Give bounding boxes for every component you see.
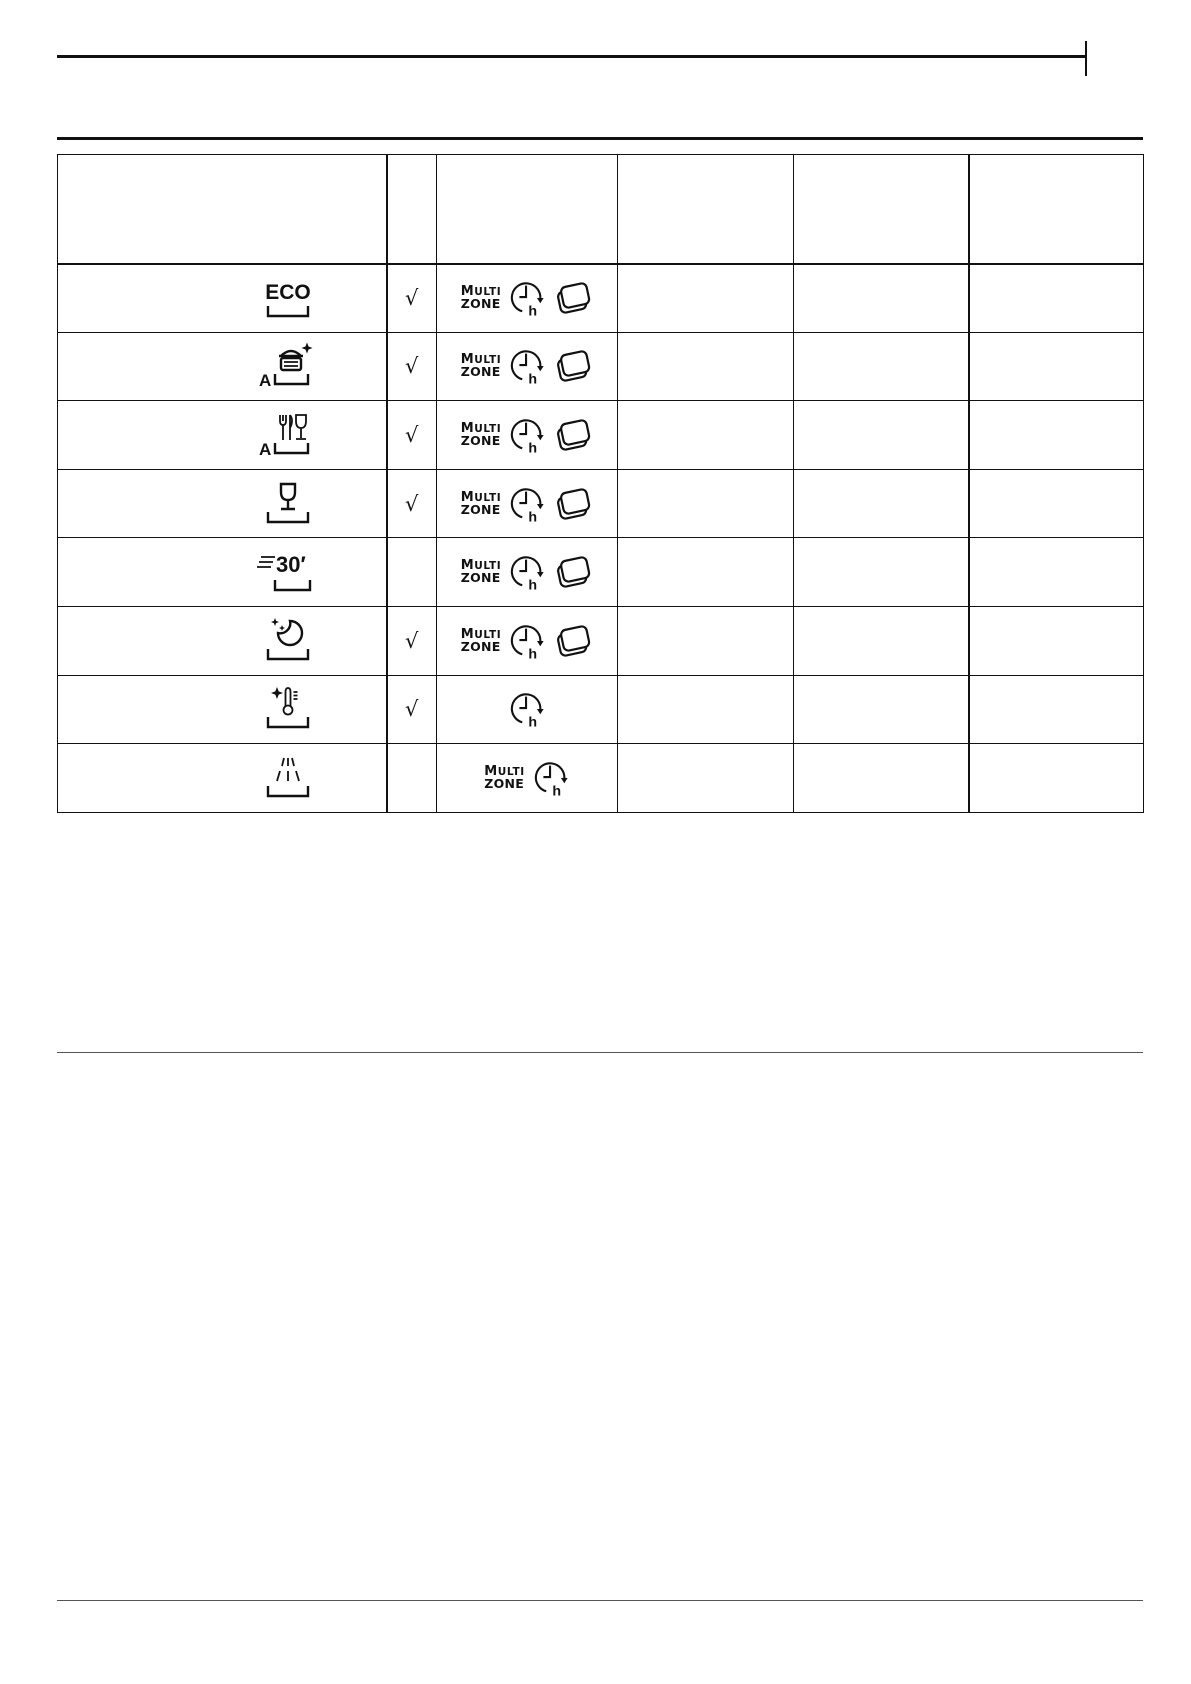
multizone-label [460, 420, 502, 448]
check-cell [387, 606, 437, 675]
options-group [437, 485, 617, 523]
multizone-line-2: ZONE [460, 364, 501, 380]
night-program-icon [256, 617, 316, 665]
hour-label: h [528, 371, 538, 386]
multizone-line-1: MULTI [460, 352, 502, 368]
header-rule-tick [1085, 41, 1087, 76]
multizone-label [460, 626, 502, 654]
empty-cell [794, 264, 969, 333]
options-group [437, 690, 617, 728]
options-cell [437, 606, 618, 675]
header-cell-check [387, 155, 437, 264]
hour-label: h [528, 509, 538, 523]
empty-cell [969, 264, 1144, 333]
program-cell [58, 332, 387, 401]
eco-program-icon [256, 274, 316, 322]
table-row [58, 538, 1144, 607]
header-cell-program [58, 155, 387, 264]
options-cell [437, 744, 618, 813]
glass-program-icon [256, 480, 316, 528]
options-cell [437, 675, 618, 744]
prewash-program-icon [256, 754, 316, 802]
check-cell [387, 264, 437, 333]
tablet-icon [553, 554, 593, 590]
rapid-30-program-icon [256, 548, 316, 596]
program-cell [58, 606, 387, 675]
multizone-line-1: MULTI [460, 558, 502, 574]
delay-start-clock-icon [508, 347, 546, 385]
options-group [437, 622, 617, 660]
multizone-line-2: ZONE [460, 638, 501, 654]
table-head [58, 155, 1144, 264]
options-group [437, 553, 617, 591]
multizone-line-2: ZONE [460, 296, 501, 312]
tablet-icon [553, 348, 593, 384]
table-row [58, 264, 1144, 333]
multizone-label [461, 286, 502, 310]
empty-cell [618, 332, 794, 401]
check-cell [387, 401, 437, 470]
multizone-line-2: ZONE [460, 570, 501, 586]
program-icon-wrap [58, 685, 386, 733]
options-group [437, 416, 617, 454]
delay-start-clock-icon [508, 279, 546, 317]
empty-cell [618, 744, 794, 813]
program-icon-wrap [58, 480, 386, 528]
delay-start-clock-icon [532, 759, 570, 797]
empty-cell [794, 606, 969, 675]
empty-cell [794, 538, 969, 607]
multizone-line-2: ZONE [460, 501, 501, 517]
hour-label: h [528, 646, 538, 660]
multizone-line-1: MULTI [460, 626, 502, 642]
options-group [437, 279, 617, 317]
options-cell [437, 401, 618, 470]
delay-start-clock-icon [508, 553, 546, 591]
program-icon-wrap [58, 617, 386, 665]
check-mark: √ [405, 354, 419, 379]
empty-cell [794, 744, 969, 813]
table-row [58, 744, 1144, 813]
empty-cell [794, 469, 969, 538]
check-mark: √ [405, 422, 419, 447]
table-body [58, 264, 1144, 813]
table-row [58, 332, 1144, 401]
divider-rule [57, 1052, 1143, 1053]
header-cell [969, 155, 1144, 264]
check-mark: √ [405, 628, 419, 653]
multizone-label [484, 763, 525, 791]
delay-start-clock-icon [508, 416, 546, 454]
auto-letter: A [258, 439, 271, 459]
header-rule [57, 55, 1087, 58]
empty-cell [618, 264, 794, 333]
multizone-line-2: ZONE [460, 432, 501, 448]
tablet-icon [553, 417, 593, 453]
options-cell [437, 332, 618, 401]
check-cell [387, 332, 437, 401]
hour-label: h [528, 577, 538, 592]
multizone-label [461, 354, 502, 378]
multizone-line-2: ZONE [484, 775, 525, 791]
multizone-line-1: MULTI [460, 489, 502, 505]
empty-cell [618, 675, 794, 744]
check-cell [387, 538, 437, 607]
footer-rule [57, 1600, 1143, 1601]
empty-cell [794, 332, 969, 401]
options-group [437, 347, 617, 385]
hour-label: h [528, 440, 538, 454]
multizone-line-1: MULTI [484, 763, 525, 779]
table-row [58, 469, 1144, 538]
empty-cell [969, 332, 1144, 401]
auto-intensive-program-icon [256, 342, 316, 390]
check-mark: √ [405, 697, 419, 722]
table-row [58, 606, 1144, 675]
table-header-row [58, 155, 1144, 264]
empty-cell [969, 744, 1144, 813]
table-row [58, 675, 1144, 744]
empty-cell [969, 469, 1144, 538]
table-row [58, 401, 1144, 470]
program-cell [58, 264, 387, 333]
sanitize-program-icon [256, 685, 316, 733]
empty-cell [618, 538, 794, 607]
empty-cell [618, 606, 794, 675]
program-icon-wrap [58, 342, 386, 390]
check-mark: √ [405, 286, 419, 311]
options-cell [437, 264, 618, 333]
multizone-line-1: MULTI [460, 420, 502, 436]
delay-start-clock-icon [508, 622, 546, 660]
multizone-label [460, 489, 502, 517]
options-cell [437, 469, 618, 538]
rapid-30-label: 30′ [275, 552, 306, 578]
eco-label: ECO [264, 281, 311, 305]
multizone-line-1: MULTI [460, 284, 502, 300]
section-rule [57, 137, 1143, 140]
check-cell [387, 744, 437, 813]
check-cell [387, 469, 437, 538]
empty-cell [794, 675, 969, 744]
empty-cell [794, 401, 969, 470]
program-options-table [57, 154, 1144, 813]
header-cell [794, 155, 969, 264]
program-icon-wrap [58, 548, 386, 596]
hour-label: h [528, 303, 538, 318]
program-icon-wrap [58, 274, 386, 322]
program-cell [58, 469, 387, 538]
tablet-icon [553, 623, 593, 659]
tablet-icon [553, 486, 593, 522]
header-cell [618, 155, 794, 264]
program-cell [58, 401, 387, 470]
options-cell [437, 538, 618, 607]
empty-cell [969, 538, 1144, 607]
hour-label: h [528, 714, 538, 729]
delay-start-clock-icon [508, 690, 546, 728]
program-icon-wrap [58, 754, 386, 802]
check-cell [387, 675, 437, 744]
empty-cell [618, 469, 794, 538]
empty-cell [969, 401, 1144, 470]
empty-cell [618, 401, 794, 470]
empty-cell [969, 675, 1144, 744]
check-mark: √ [405, 491, 419, 516]
header-cell-options [437, 155, 618, 264]
program-cell [58, 675, 387, 744]
auto-normal-program-icon [256, 411, 316, 459]
multizone-label [461, 560, 502, 584]
program-icon-wrap [58, 411, 386, 459]
program-cell [58, 744, 387, 813]
program-cell [58, 538, 387, 607]
tablet-icon [553, 280, 593, 316]
auto-letter: A [258, 371, 271, 391]
empty-cell [969, 606, 1144, 675]
options-group [437, 759, 617, 797]
delay-start-clock-icon [508, 485, 546, 523]
hour-label: h [552, 783, 561, 797]
